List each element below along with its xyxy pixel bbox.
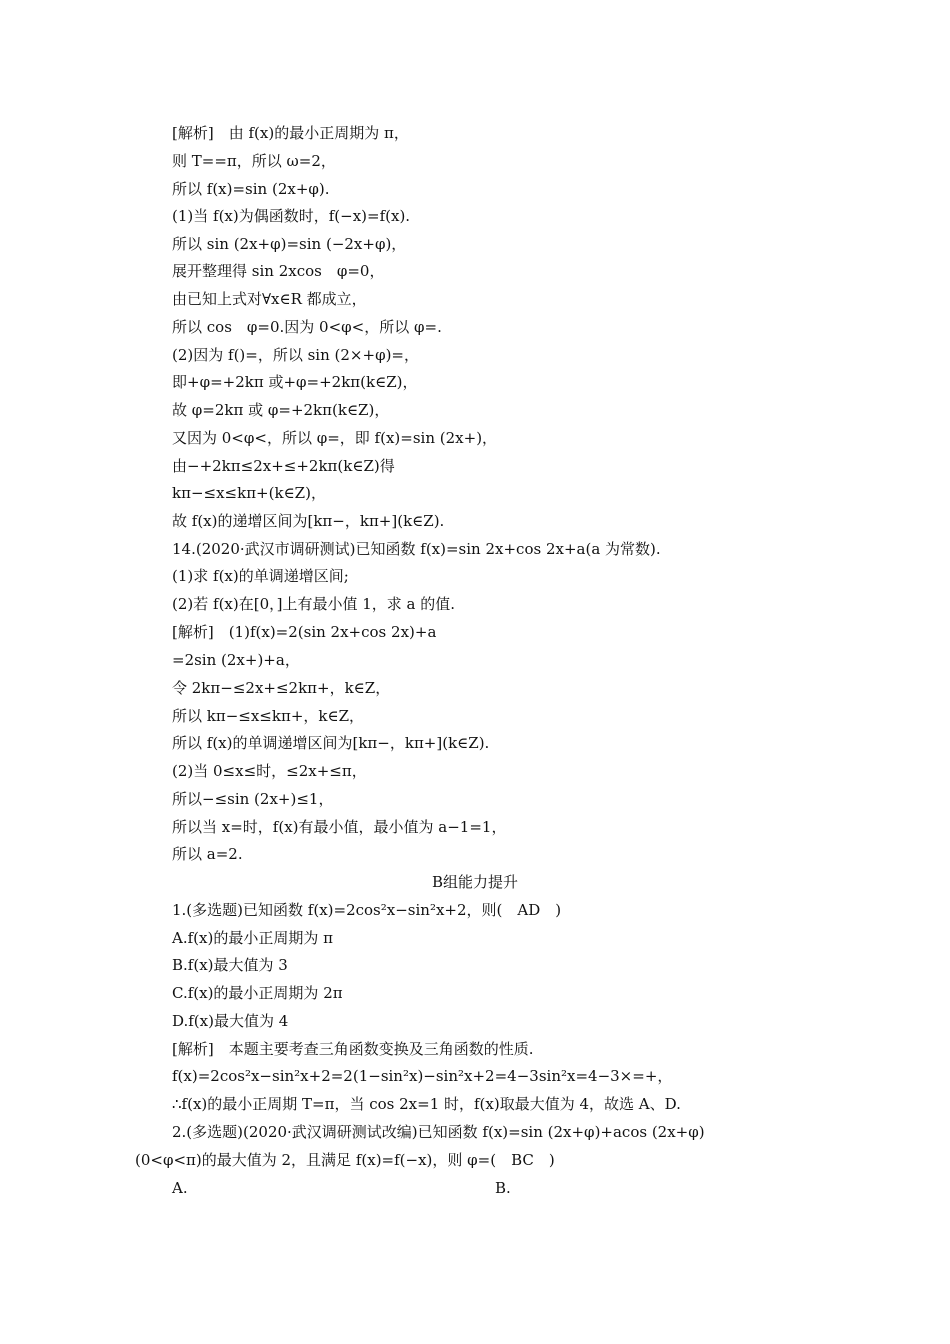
text-line: kπ−≤x≤kπ+(k∈Z)， xyxy=(172,484,326,502)
text-line: 所以 f(x)的单调递增区间为[kπ−，kπ+](k∈Z). xyxy=(172,734,490,752)
text-line: 展开整理得 sin 2xcos φ=0， xyxy=(172,262,385,280)
problem-1-statement: 1.(多选题)已知函数 f(x)=2cos²x−sin²x+2，则( AD ) xyxy=(172,901,562,919)
text-line: [解析] 本题主要考查三角函数变换及三角函数的性质. xyxy=(172,1040,534,1058)
problem-2-statement-cont: (0<φ<π)的最大值为 2，且满足 f(x)=f(−x)，则 φ=( BC ) xyxy=(135,1151,555,1169)
option-d: D.f(x)最大值为 4 xyxy=(172,1012,289,1030)
text-line: 故 φ=2kπ 或 φ=+2kπ(k∈Z)， xyxy=(172,401,390,419)
text-line: 即+φ=+2kπ 或+φ=+2kπ(k∈Z)， xyxy=(172,373,418,391)
text-line: =2sin (2x+)+a， xyxy=(172,651,300,669)
text-line: 所以−≤sin (2x+)≤1， xyxy=(172,790,334,808)
problem-14-statement: 14.(2020·武汉市调研测试)已知函数 f(x)=sin 2x+cos 2x+a(a 为常数). xyxy=(172,540,661,558)
text-line: 则 T==π，所以 ω=2， xyxy=(172,152,336,170)
text-line: 由−+2kπ≤2x+≤+2kπ(k∈Z)得 xyxy=(172,457,395,475)
text-line: (1)求 f(x)的单调递增区间; xyxy=(172,567,349,585)
text-line: 所以 a=2. xyxy=(172,845,243,863)
text-line: [解析] 由 f(x)的最小正周期为 π， xyxy=(172,124,409,142)
section-heading: B组能力提升 xyxy=(431,873,519,891)
text-line: ∴f(x)的最小正周期 T=π，当 cos 2x=1 时，f(x)取最大值为 4，故选 A、D. xyxy=(172,1095,681,1113)
text-line: 所以 cos φ=0.因为 0<φ<，所以 φ=. xyxy=(172,318,442,336)
text-line: (1)当 f(x)为偶函数时，f(−x)=f(x). xyxy=(172,207,411,225)
option-c: C.f(x)的最小正周期为 2π xyxy=(172,984,343,1002)
text-line: [解析] (1)f(x)=2(sin 2x+cos 2x)+a xyxy=(172,623,437,641)
text-line: 所以 kπ−≤x≤kπ+，k∈Z， xyxy=(172,707,365,725)
text-line: 所以 sin (2x+φ)=sin (−2x+φ)， xyxy=(172,235,407,253)
option-a: A. xyxy=(172,1179,188,1197)
text-line: 又因为 0<φ<，所以 φ=，即 f(x)=sin (2x+)， xyxy=(172,429,498,447)
text-line: 由已知上式对∀x∈R 都成立， xyxy=(172,290,367,308)
option-a: A.f(x)的最小正周期为 π xyxy=(172,929,333,947)
text-line: 所以 f(x)=sin (2x+φ). xyxy=(172,180,330,198)
text-line: 所以当 x=时，f(x)有最小值，最小值为 a−1=1， xyxy=(172,818,507,836)
text-line: 故 f(x)的递增区间为[kπ−，kπ+](k∈Z). xyxy=(172,512,445,530)
option-b: B.f(x)最大值为 3 xyxy=(172,956,288,974)
text-line: (2)因为 f()=，所以 sin (2×+φ)=， xyxy=(172,346,419,364)
text-line: 令 2kπ−≤2x+≤2kπ+，k∈Z， xyxy=(172,679,391,697)
text-line: (2)当 0≤x≤时，≤2x+≤π， xyxy=(172,762,367,780)
problem-2-statement: 2.(多选题)(2020·武汉调研测试改编)已知函数 f(x)=sin (2x+φ)+acos (2x+φ) xyxy=(172,1123,705,1141)
option-b: B. xyxy=(495,1179,511,1197)
text-line: f(x)=2cos²x−sin²x+2=2(1−sin²x)−sin²x+2=4−3sin²x=4−3×=+， xyxy=(172,1067,673,1085)
text-line: (2)若 f(x)在[0，]上有最小值 1，求 a 的值. xyxy=(172,595,456,613)
